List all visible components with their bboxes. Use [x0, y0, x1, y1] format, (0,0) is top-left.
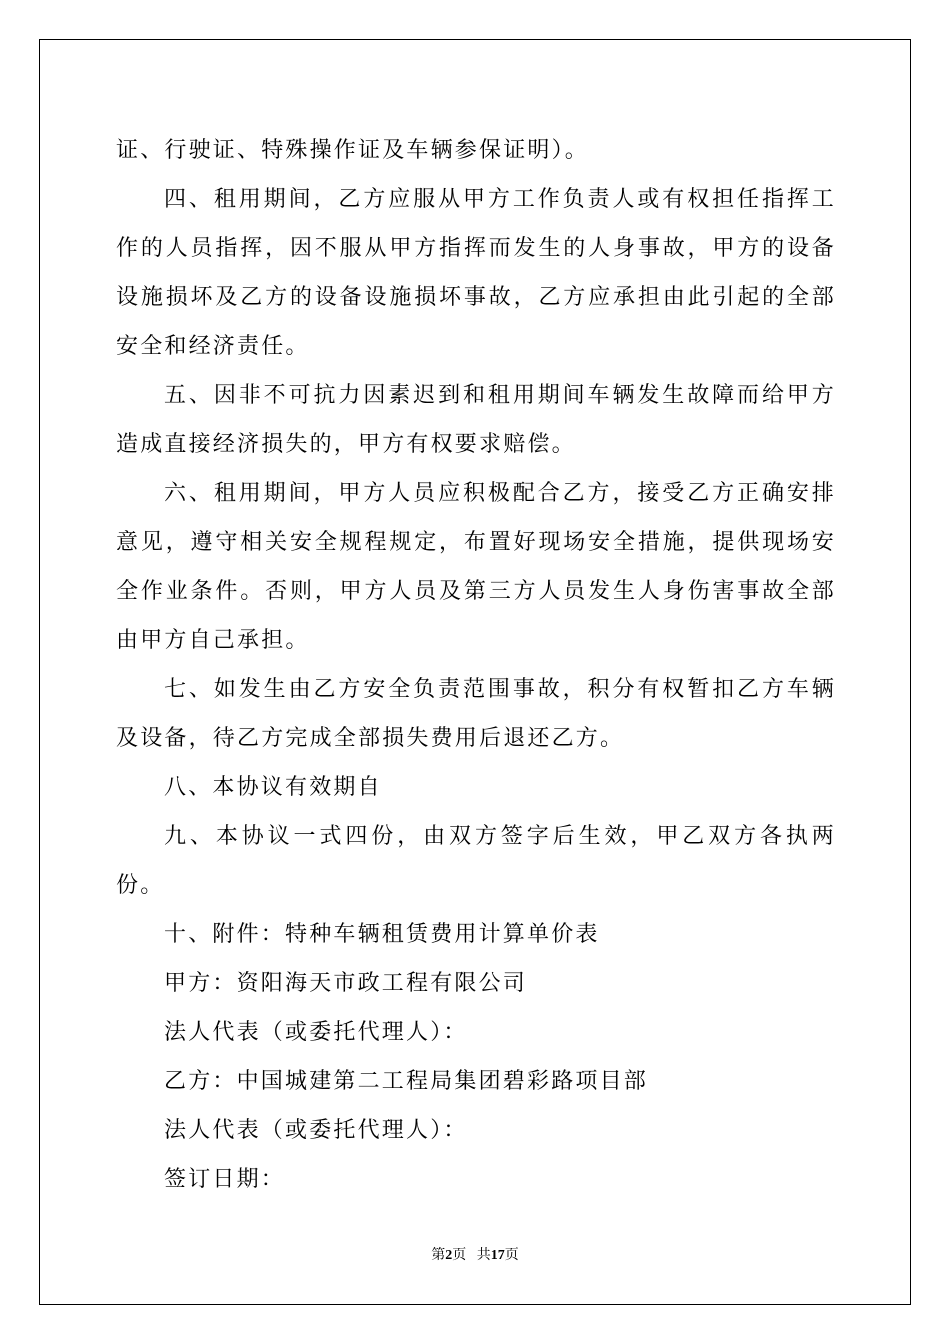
party-a-representative: 法人代表（或委托代理人）：: [164, 1020, 468, 1045]
clause-nine: 九、本协议一式四份，由双方签字后生效，甲乙双方各执两份。: [116, 824, 836, 898]
footer-page-number: 2: [445, 1248, 453, 1263]
footer-page-prefix: 第: [431, 1248, 446, 1263]
clause-four: 四、租用期间，乙方应服从甲方工作负责人或有权担任指挥工作的人员指挥，因不服从甲方指挥而发生的人身事故，甲方的设备设施损坏及乙方的设备设施损坏事故，乙方应承担由此引起的全部安全和经济责任。: [116, 187, 836, 359]
page-footer: [0, 1244, 950, 1264]
clause-eight: 八、本协议有效期自: [164, 775, 382, 800]
clause-six: 六、租用期间，甲方人员应积极配合乙方，接受乙方正确安排意见，遵守相关安全规程规定，布置好现场安全措施，提供现场安全作业条件。否则，甲方人员及第三方人员发生人身伤害事故全部由甲方自己承担。: [116, 481, 836, 653]
signing-date: 签订日期：: [164, 1167, 286, 1192]
footer-page-suffix: 页: [452, 1248, 467, 1263]
document-body: [116, 126, 836, 1204]
clause-seven: 七、如发生由乙方安全负责范围事故，积分有权暂扣乙方车辆及设备，待乙方完成全部损失费用后退还乙方。: [116, 677, 836, 751]
footer-total-prefix: 共: [476, 1248, 491, 1263]
party-b: 乙方：中国城建第二工程局集团碧彩路项目部: [164, 1069, 649, 1094]
footer-total-pages: 17: [490, 1248, 505, 1263]
clause-five: 五、因非不可抗力因素迟到和租用期间车辆发生故障而给甲方造成直接经济损失的，甲方有权要求赔偿。: [116, 383, 836, 457]
clause-ten: 十、附件：特种车辆租赁费用计算单价表: [164, 922, 600, 947]
paragraph-continuation: 证、行驶证、特殊操作证及车辆参保证明）。: [116, 138, 590, 163]
footer-total-suffix: 页: [504, 1248, 519, 1263]
party-b-representative: 法人代表（或委托代理人）：: [164, 1118, 468, 1143]
party-a: 甲方：资阳海天市政工程有限公司: [164, 971, 528, 996]
